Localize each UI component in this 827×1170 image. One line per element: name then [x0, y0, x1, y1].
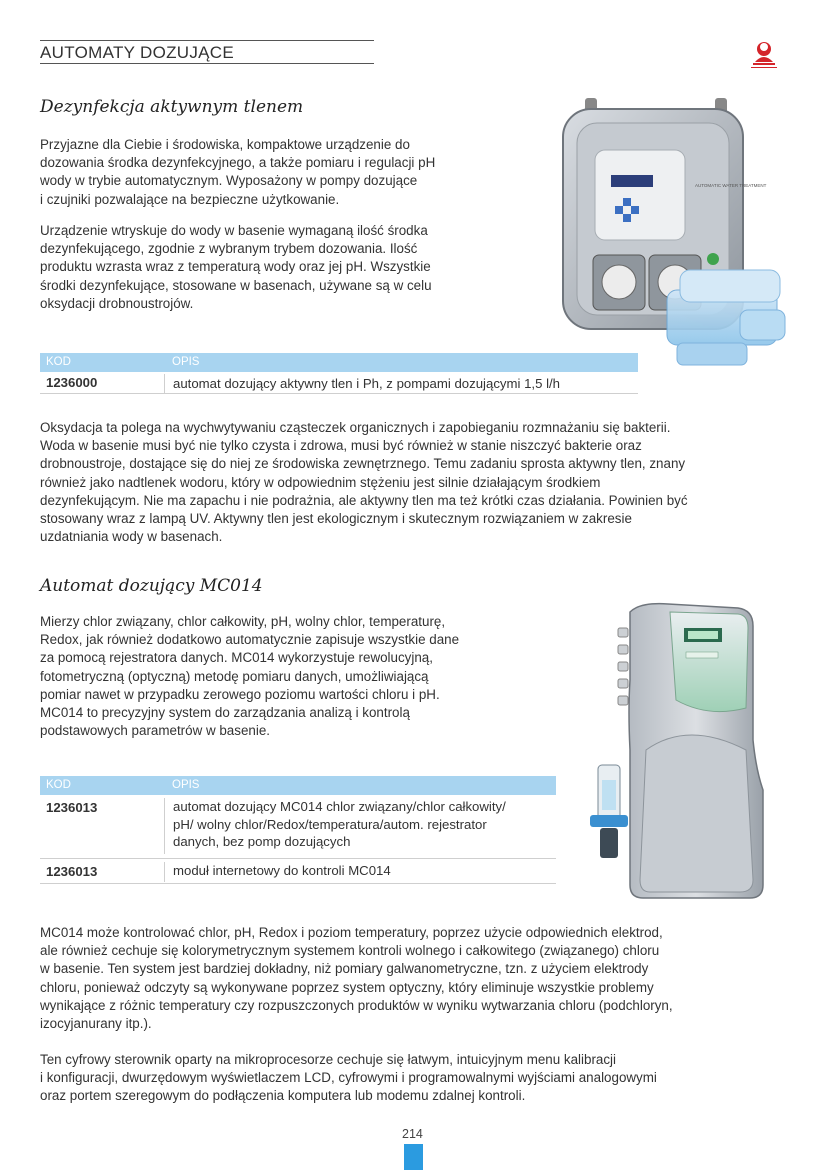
text-line: i czujniki pozwalające na bezpieczne użytkowanie. — [40, 191, 340, 207]
description-line: pH/ wolny chlor/Redox/temperatura/autom. rejestrator — [173, 816, 487, 832]
section1-paragraph-3 — [40, 419, 787, 546]
text-line: Przyjazne dla Ciebie i środowiska, kompaktowe urządzenie do — [40, 137, 410, 152]
section-title-active-oxygen: Dezynfekcja aktywnym tlenem — [40, 97, 304, 117]
product-description — [164, 862, 391, 882]
text-line: i konfiguracji, dwurzędowym wyświetlaczem LCD, cyfrowymi i programowalnymi wyjściami analogowymi — [40, 1070, 657, 1086]
text-line: dezynfekującym. Nie ma zapachu i nie podrażnia, ale aktywny tlen ma też krótki czas działania. Powinien być — [40, 492, 688, 508]
text-line: oksydacji drobnoustrojów. — [40, 295, 194, 311]
company-logo-icon — [745, 38, 783, 70]
text-line: Mierzy chlor związany, chlor całkowity, pH, wolny chlor, temperaturę, — [40, 614, 446, 629]
text-line: Ten cyfrowy sterownik oparty na mikroprocesorze cechuje się łatwym, intuicyjnym menu kalibracji — [40, 1052, 617, 1067]
text-line: produktu wzrasta wraz z temperaturą wody oraz jej pH. Wszystkie — [40, 259, 431, 275]
mc014-doser-image — [588, 600, 773, 900]
product-table-mc014 — [40, 776, 556, 884]
text-line: uzdatniania wody w basenach. — [40, 529, 223, 545]
text-line: Oksydacja ta polega na wychwytywaniu cząsteczek organicznych i zapobieganiu rozmnażaniu się bakterii. — [40, 420, 671, 435]
text-line: MC014 to precyzyjny system do zarządzania analizą i kontrolą — [40, 705, 410, 721]
section2-paragraph-3 — [40, 1051, 787, 1106]
section2-paragraph-1 — [40, 613, 520, 740]
header-rule-bottom — [40, 63, 374, 64]
text-line: wody w trybie automatycznym. Wyposażony w pompy dozujące — [40, 173, 418, 189]
page-tab-marker — [404, 1144, 423, 1170]
product-table-active-oxygen — [40, 353, 638, 394]
page-header-title: AUTOMATY DOZUJĄCE — [40, 43, 235, 62]
column-header-description: OPIS — [172, 779, 200, 791]
text-line: dozowania środka dezynfekcyjnego, a także pomiaru i regulacji pH — [40, 155, 436, 171]
product-description — [164, 798, 506, 854]
page-number: 214 — [402, 1127, 423, 1141]
text-line: izocyjanurany itp.). — [40, 1016, 152, 1032]
text-line: drobnoustroje, dostające się do niej ze środowiska zewnętrznego. Temu zadaniu sprosta aktywny tlen, znany — [40, 456, 686, 472]
text-line: Redox, jak również dodatkowo automatycznie zapisuje wszystkie dane — [40, 632, 460, 648]
section1-paragraph-1 — [40, 136, 520, 209]
column-header-code: KOD — [46, 779, 71, 791]
text-line: wynikające z różnic temperatury czy rozpuszczonych produktów w wyniku wytwarzania chloru (podchloryn, — [40, 997, 673, 1013]
device-label: AUTOMATIC WATER TREATMENT — [695, 183, 767, 188]
description-line: moduł internetowy do kontroli MC014 — [173, 863, 391, 878]
text-line: pomiar nawet w przypadku zerowego poziomu wartości chloru i pH. — [40, 686, 440, 702]
table-row — [40, 859, 556, 884]
text-line: również jako nadtlenek wodoru, który w odpowiednim stężeniu jest silnie działającym środkiem — [40, 474, 601, 490]
product-code: 1236000 — [46, 375, 98, 390]
section2-paragraph-2 — [40, 924, 787, 1033]
text-line: chloru, ponieważ odczyty są wykonywane poprzez system optyczny, który eliminuje wszystkie problemy — [40, 979, 654, 995]
text-line: ale również cechuje się kolorymetrycznym systemem kontroli wolnego i całkowitego (związanego) chloru — [40, 943, 660, 959]
header-rule-top — [40, 40, 374, 41]
text-line: Urządzenie wtryskuje do wody w basenie wymaganą ilość środka — [40, 223, 428, 238]
section-title-mc014: Automat dozujący MC014 — [40, 576, 263, 596]
table-header — [40, 353, 638, 372]
text-line: podstawowych parametrów w basenie. — [40, 723, 270, 739]
table-row — [40, 795, 556, 859]
product-code: 1236013 — [46, 864, 98, 879]
text-line: stosowany wraz z lampą UV. Aktywny tlen jest ekologicznym i skutecznym rozwiązaniem w zakresie — [40, 511, 632, 527]
product-description: automat dozujący aktywny tlen i Ph, z pompami dozującymi 1,5 l/h — [164, 374, 560, 393]
text-line: środki dezynfekujące, stosowane w basenach, używane są w celu — [40, 277, 432, 293]
table-header — [40, 776, 556, 795]
text-line: MC014 może kontrolować chlor, pH, Redox i poziom temperatury, poprzez użycie odpowiednich elektrod, — [40, 925, 663, 940]
table-row — [40, 372, 638, 394]
description-line: automat dozujący MC014 chlor związany/chlor całkowity/ — [173, 799, 506, 814]
text-line: oraz portem szeregowym do podłączenia komputera lub modemu zdalnej kontroli. — [40, 1088, 526, 1104]
text-line: dezynfekującego, zgodnie z wybranym trybem dozowania. Ilość — [40, 241, 418, 257]
product-code: 1236013 — [46, 800, 98, 815]
text-line: w basenie. Ten system jest bardziej dokładny, niż pomiary galwanometryczne, tzn. z użyciem elektrody — [40, 961, 649, 977]
text-line: Woda w basenie musi być nie tylko czysta i zdrowa, musi być również w stanie niszczyć bakterie oraz — [40, 438, 642, 454]
column-header-code: KOD — [46, 356, 71, 368]
column-header-description: OPIS — [172, 356, 200, 368]
section1-paragraph-2 — [40, 222, 520, 313]
text-line: za pomocą rejestratora danych. MC014 wykorzystuje rewolucyjną, — [40, 650, 433, 666]
active-oxygen-doser-image — [555, 95, 790, 380]
description-line: danych, bez pomp dozujących — [173, 834, 351, 849]
text-line: fotometryczną (optyczną) metodę pomiaru danych, umożliwiającą — [40, 668, 429, 684]
